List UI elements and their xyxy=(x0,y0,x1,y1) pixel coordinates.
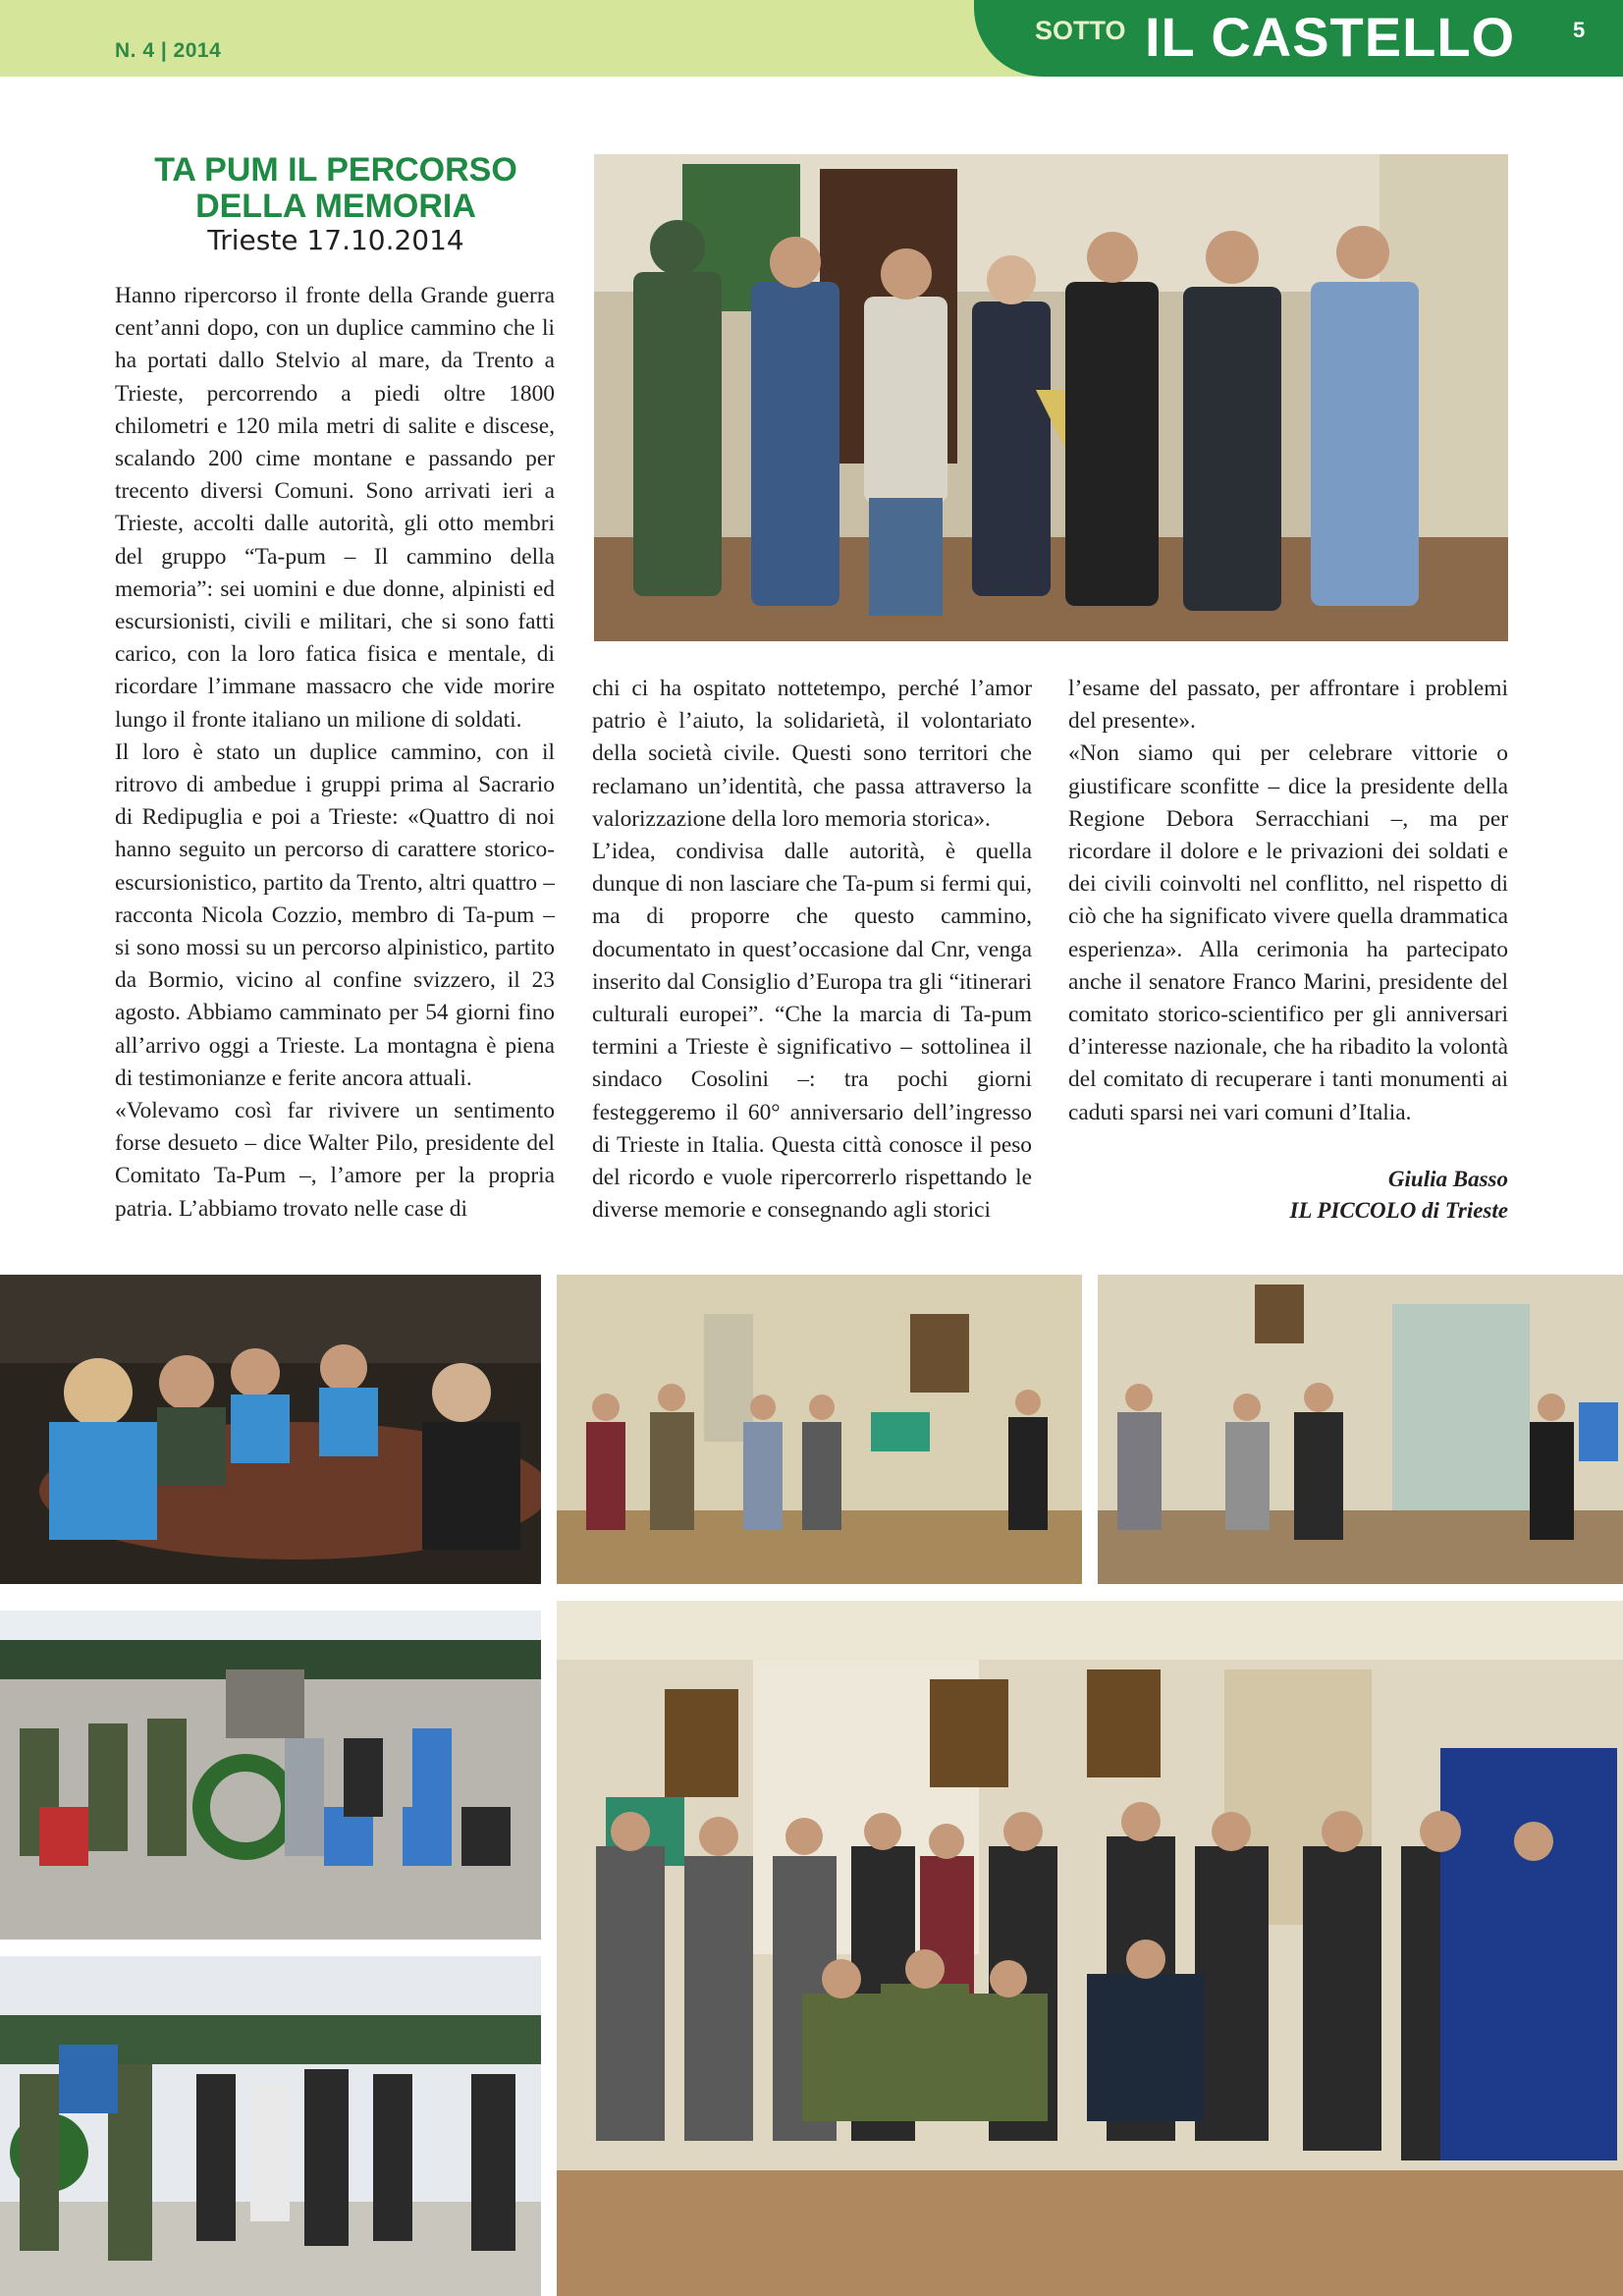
text-column-2 xyxy=(592,673,1032,1227)
issue-number: N. 4 | 2014 xyxy=(115,39,222,62)
paragraph: «Non siamo qui per celebrare vittorie o giustificare sconfitte – dice la presidente della Regione Debora Serracchiani –, ma per ricordare il dolore e le privazioni dei soldati e dei civili coinvolti nel conflitto, nel rispetto di ciò che ha significato vivere quella drammatica esperienza». Alla cerimonia ha partecipato anche il senatore Franco Marini, presidente del comitato storico-scientifico per gli anniversari d’interesse nazionale, che ha ribadito la volontà del comitato di recuperare i tanti monumenti ai caduti sparsi nei vari comuni d’Italia. xyxy=(1068,740,1508,1125)
author-name: Giulia Basso xyxy=(1387,1167,1508,1191)
paragraph: Hanno ripercorso il fronte della Grande guerra cent’anni dopo, con un duplice cammino che li ha portati dallo Stelvio al mare, da Trento a Trieste, percorrendo a piedi oltre 1800 chilometri e 120 mila metri di salite e discese, scalando 200 cime montane e passando per trecento diversi Comuni. Sono arrivati ieri a Trieste, accolti dalle autorità, gli otto membri del gruppo “Ta-pum – Il cammino della memoria”: sei uomini e due donne, alpinisti ed escursionisti, civili e militari, che si sono fatti carico, con la loro fatica fisica e mentale, di ricordare l’immane massacro che vide morire lungo il fronte italiano un milione di soldati. xyxy=(115,283,555,733)
photo-ceremony-room-2 xyxy=(1098,1275,1623,1584)
photo-wreath-laying xyxy=(0,1956,541,2296)
paragraph: Il loro è stato un duplice cammino, con il ritrovo di ambedue i gruppi prima al Sacrario di Redipuglia e poi a Trieste: «Quattro di noi hanno seguito un percorso di carattere storico-escursionistico, partito da Trento, altri quattro – racconta Nicola Cozzio, membro di Ta-pum – si sono mossi su un percorso alpinistico, partito da Bormio, vicino al confine svizzero, il 23 agosto. Abbiamo camminato per 54 giorni fino all’arrivo oggi a Trieste. La montagna è piena di testimonianze e ferite ancora attuali. xyxy=(115,738,555,1091)
masthead-title: IL CASTELLO xyxy=(1145,6,1516,68)
paragraph: L’idea, condivisa dalle autorità, è quella dunque di non lasciare che Ta-pum si fermi qui, ma di proporre che questo cammino, documentato in quest’occasione dal Cnr, venga inserito dal Consiglio d’Europa tra gli “itinerari culturali europei”. “Che la marcia di Ta-pum termini a Trieste è significativo – sottolinea il sindaco Cosolini –: tra pochi giorni festeggeremo il 60° anniversario dell’ingresso di Trieste in Italia. Questa città conosce il peso del ricordo e vuole ripercorrerlo rispettando le diverse memorie e consegnando agli storici xyxy=(592,839,1032,1224)
source-name: IL PICCOLO di Trieste xyxy=(1289,1198,1508,1223)
photo-dinner-table xyxy=(0,1275,541,1584)
photo-group-pennant xyxy=(594,154,1508,641)
article-date: Trieste 17.10.2014 xyxy=(207,224,464,256)
paragraph: «Volevamo così far rivivere un sentimento forse desueto – dice Walter Pilo, presidente del Comitato Ta-Pum –, l’amore per la propria patria. L’abbiamo trovato nelle case di xyxy=(115,1098,555,1222)
paragraph: l’esame del passato, per affrontare i problemi del presente». xyxy=(1068,676,1508,735)
masthead-small: SOTTO xyxy=(1035,16,1126,45)
title-line-2: DELLA MEMORIA xyxy=(195,188,476,225)
text-column-3 xyxy=(1068,673,1508,1129)
masthead xyxy=(974,0,1623,77)
text-column-1 xyxy=(115,280,555,1226)
paragraph: chi ci ha ospitato nottetempo, perché l’amor patrio è l’aiuto, la solidarietà, il volontariato della società civile. Questi sono territori che reclamano un’identità, che passa attraverso la valorizzazione della loro memoria storica». xyxy=(592,676,1032,832)
article-title xyxy=(115,152,557,225)
title-line-1: TA PUM IL PERCORSO xyxy=(154,151,517,189)
photo-ceremony-room-1 xyxy=(557,1275,1082,1584)
photo-memorial-steps xyxy=(0,1611,541,1940)
photo-group-hall xyxy=(557,1601,1623,2296)
page-number: 5 xyxy=(1573,18,1586,42)
